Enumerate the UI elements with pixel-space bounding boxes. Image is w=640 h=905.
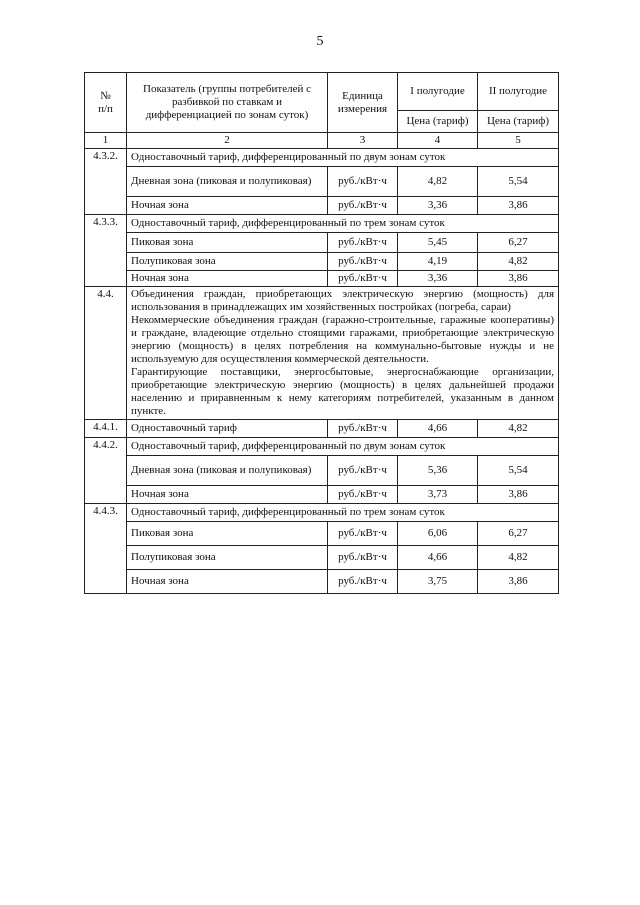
description-paragraph: Некоммерческие объединения граждан (гаражно-строительные, гаражные кооперативы) и граждане, владеющие отдельно стоящими гаражами, приобретающие электрическую энергию (мощность) в целях потребления на коммунально-бытовые нужды и не используемую для осуществления коммерческой деятельности. xyxy=(131,314,554,365)
row-unit: руб./кВт·ч xyxy=(328,271,398,287)
row-unit: руб./кВт·ч xyxy=(328,570,398,594)
row-unit: руб./кВт·ч xyxy=(328,486,398,504)
header-num-3: 3 xyxy=(328,133,398,149)
row-value-h2: 6,27 xyxy=(478,522,559,546)
row-value-h2: 6,27 xyxy=(478,233,559,253)
row-value-h1: 3,36 xyxy=(398,271,478,287)
row-value-h1: 3,36 xyxy=(398,197,478,215)
section-title: Одноставочный тариф, дифференцированный по двум зонам суток xyxy=(127,149,559,167)
section-number: 4.4.2. xyxy=(85,438,127,504)
header-num-5: 5 xyxy=(478,133,559,149)
row-unit: руб./кВт·ч xyxy=(328,420,398,438)
row-label: Дневная зона (пиковая и полупиковая) xyxy=(127,456,328,486)
row-value-h2: 3,86 xyxy=(478,271,559,287)
row-unit: руб./кВт·ч xyxy=(328,167,398,197)
row-label: Ночная зона xyxy=(127,271,328,287)
section-number: 4.4.3. xyxy=(85,504,127,594)
row-value-h2: 5,54 xyxy=(478,456,559,486)
row-value-h1: 3,75 xyxy=(398,570,478,594)
row-value-h1: 4,66 xyxy=(398,420,478,438)
section-number: 4.3.2. xyxy=(85,149,127,215)
tariff-table xyxy=(84,72,559,594)
header-price1: Цена (тариф) xyxy=(398,111,478,133)
row-value-h1: 4,82 xyxy=(398,167,478,197)
section-title: Одноставочный тариф, дифференцированный по трем зонам суток xyxy=(127,215,559,233)
header-num-1: 1 xyxy=(85,133,127,149)
header-col-number: № п/п xyxy=(85,73,127,133)
row-value-h2: 4,82 xyxy=(478,546,559,570)
header-half1: I полугодие xyxy=(398,73,478,111)
section-number: 4.4. xyxy=(85,287,127,420)
row-value-h2: 5,54 xyxy=(478,167,559,197)
row-value-h1: 4,66 xyxy=(398,546,478,570)
row-label: Полупиковая зона xyxy=(127,546,328,570)
header-price2: Цена (тариф) xyxy=(478,111,559,133)
row-value-h2: 3,86 xyxy=(478,486,559,504)
page-number: 5 xyxy=(316,34,324,49)
row-label: Ночная зона xyxy=(127,570,328,594)
row-label: Одноставочный тариф xyxy=(127,420,328,438)
header-col-unit: Единица измерения xyxy=(328,73,398,133)
description-paragraph: Гарантирующие поставщики, энергосбытовые, энергоснабжающие организации, приобретающие электрическую энергию (мощность) в целях дальнейшей продажи населению и приравненным к нему категориям потребителей, указанным в данном пункте. xyxy=(131,366,554,417)
row-label: Ночная зона xyxy=(127,486,328,504)
section-number: 4.3.3. xyxy=(85,215,127,287)
row-unit: руб./кВт·ч xyxy=(328,233,398,253)
row-value-h2: 4,82 xyxy=(478,420,559,438)
row-value-h1: 5,36 xyxy=(398,456,478,486)
header-num-4: 4 xyxy=(398,133,478,149)
row-unit: руб./кВт·ч xyxy=(328,253,398,271)
row-value-h2: 4,82 xyxy=(478,253,559,271)
section-title: Одноставочный тариф, дифференцированный по двум зонам суток xyxy=(127,438,559,456)
row-value-h2: 3,86 xyxy=(478,197,559,215)
row-value-h2: 3,86 xyxy=(478,570,559,594)
header-col-indicator: Показатель (группы потребителей с разбивкой по ставкам и дифференциацией по зонам суток) xyxy=(127,73,328,133)
row-value-h1: 6,06 xyxy=(398,522,478,546)
row-unit: руб./кВт·ч xyxy=(328,546,398,570)
section-title: Одноставочный тариф, дифференцированный по трем зонам суток xyxy=(127,504,559,522)
row-label: Пиковая зона xyxy=(127,233,328,253)
description-paragraph: Объединения граждан, приобретающих электрическую энергию (мощность) для использования в принадлежащих им хозяйственных постройках (погреба, сараи) xyxy=(131,288,554,313)
header-num-2: 2 xyxy=(127,133,328,149)
section-description xyxy=(127,287,559,420)
row-label: Дневная зона (пиковая и полупиковая) xyxy=(127,167,328,197)
row-unit: руб./кВт·ч xyxy=(328,456,398,486)
row-value-h1: 3,73 xyxy=(398,486,478,504)
row-value-h1: 4,19 xyxy=(398,253,478,271)
header-half2: II полугодие xyxy=(478,73,559,111)
row-value-h1: 5,45 xyxy=(398,233,478,253)
row-unit: руб./кВт·ч xyxy=(328,197,398,215)
row-label: Полупиковая зона xyxy=(127,253,328,271)
row-label: Ночная зона xyxy=(127,197,328,215)
section-number: 4.4.1. xyxy=(85,420,127,438)
row-unit: руб./кВт·ч xyxy=(328,522,398,546)
row-label: Пиковая зона xyxy=(127,522,328,546)
